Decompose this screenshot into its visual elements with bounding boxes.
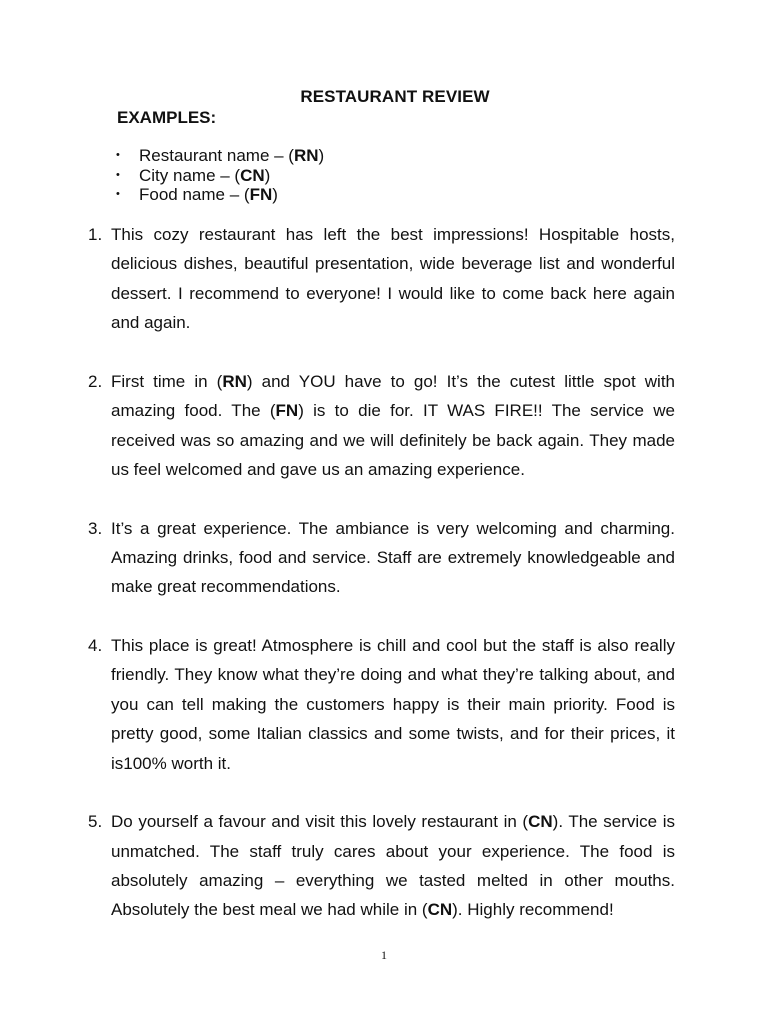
bullet-icon: • xyxy=(116,149,120,161)
example-label: City name – ( xyxy=(139,165,241,185)
review-text-part: This place is great! Atmosphere is chill and cool but the staff is also really friendly. They know what they’re doing and what they’re talking about, and you can tell making the customers happy is their main priority. Food is pretty good, some Italian classics and some twists, and for their prices, it is100% worth it. xyxy=(111,636,675,773)
review-item-1 xyxy=(88,220,675,338)
review-text xyxy=(111,631,675,778)
review-text xyxy=(111,514,675,602)
example-close: ) xyxy=(272,185,278,204)
review-text xyxy=(111,367,675,485)
review-code: CN xyxy=(427,900,453,920)
review-text xyxy=(111,220,675,338)
review-code: RN xyxy=(222,371,247,391)
page-number: 1 xyxy=(381,948,387,962)
review-text-part: ) is to die for. IT WAS FIRE!! The service we received was so amazing and we will definitely be back again. They made us feel welcomed and gave us an amazing experience. xyxy=(111,401,675,480)
example-label: Restaurant name – ( xyxy=(139,146,294,165)
review-number: 3. xyxy=(88,518,103,538)
bullet-icon: • xyxy=(116,188,120,200)
review-item-5 xyxy=(88,807,675,925)
review-code: FN xyxy=(275,401,299,421)
review-text-part: First time in ( xyxy=(111,371,223,391)
example-code: RN xyxy=(293,146,319,165)
review-text-part: It’s a great experience. The ambiance is very welcoming and charming. Amazing drinks, food and service. Staff are extremely knowledgeable and make great recommendations. xyxy=(111,518,675,597)
examples-list xyxy=(116,146,324,205)
example-item-food-name xyxy=(116,185,324,205)
review-text-part: ) and YOU have to go! It’s the cutest little spot with amazing food. The ( xyxy=(111,371,675,421)
example-label: Food name – ( xyxy=(139,185,250,204)
review-item-2 xyxy=(88,367,675,485)
review-number: 4. xyxy=(88,636,103,656)
example-item-restaurant-name xyxy=(116,146,324,166)
example-close: ) xyxy=(264,165,271,185)
example-item-city-name xyxy=(116,166,324,186)
example-close: ) xyxy=(318,146,325,165)
review-text-part: ). Highly recommend! xyxy=(452,900,614,920)
document-title: RESTAURANT REVIEW xyxy=(300,87,490,106)
review-text xyxy=(111,807,675,925)
example-code: FN xyxy=(249,185,273,204)
example-code: CN xyxy=(240,165,265,185)
bullet-icon: • xyxy=(116,168,120,181)
review-code: CN xyxy=(528,812,553,832)
review-item-3 xyxy=(88,514,675,602)
review-number: 5. xyxy=(88,812,103,832)
examples-heading: EXAMPLES: xyxy=(117,108,217,127)
review-number: 2. xyxy=(88,371,103,391)
review-number: 1. xyxy=(88,225,103,244)
review-text-part: This cozy restaurant has left the best impressions! Hospitable hosts, delicious dishes, beautiful presentation, wide beverage list and wonderful dessert. I recommend to everyone! I would like to come back here again and again. xyxy=(111,225,675,333)
review-item-4 xyxy=(88,631,675,778)
reviews-list xyxy=(88,220,675,954)
review-text-part: ). The service is unmatched. The staff truly cares about your experience. The food is absolutely amazing – everything we tasted melted in other mouths. Absolutely the best meal we had while in ( xyxy=(111,812,675,920)
review-text-part: Do yourself a favour and visit this lovely restaurant in ( xyxy=(111,812,529,832)
